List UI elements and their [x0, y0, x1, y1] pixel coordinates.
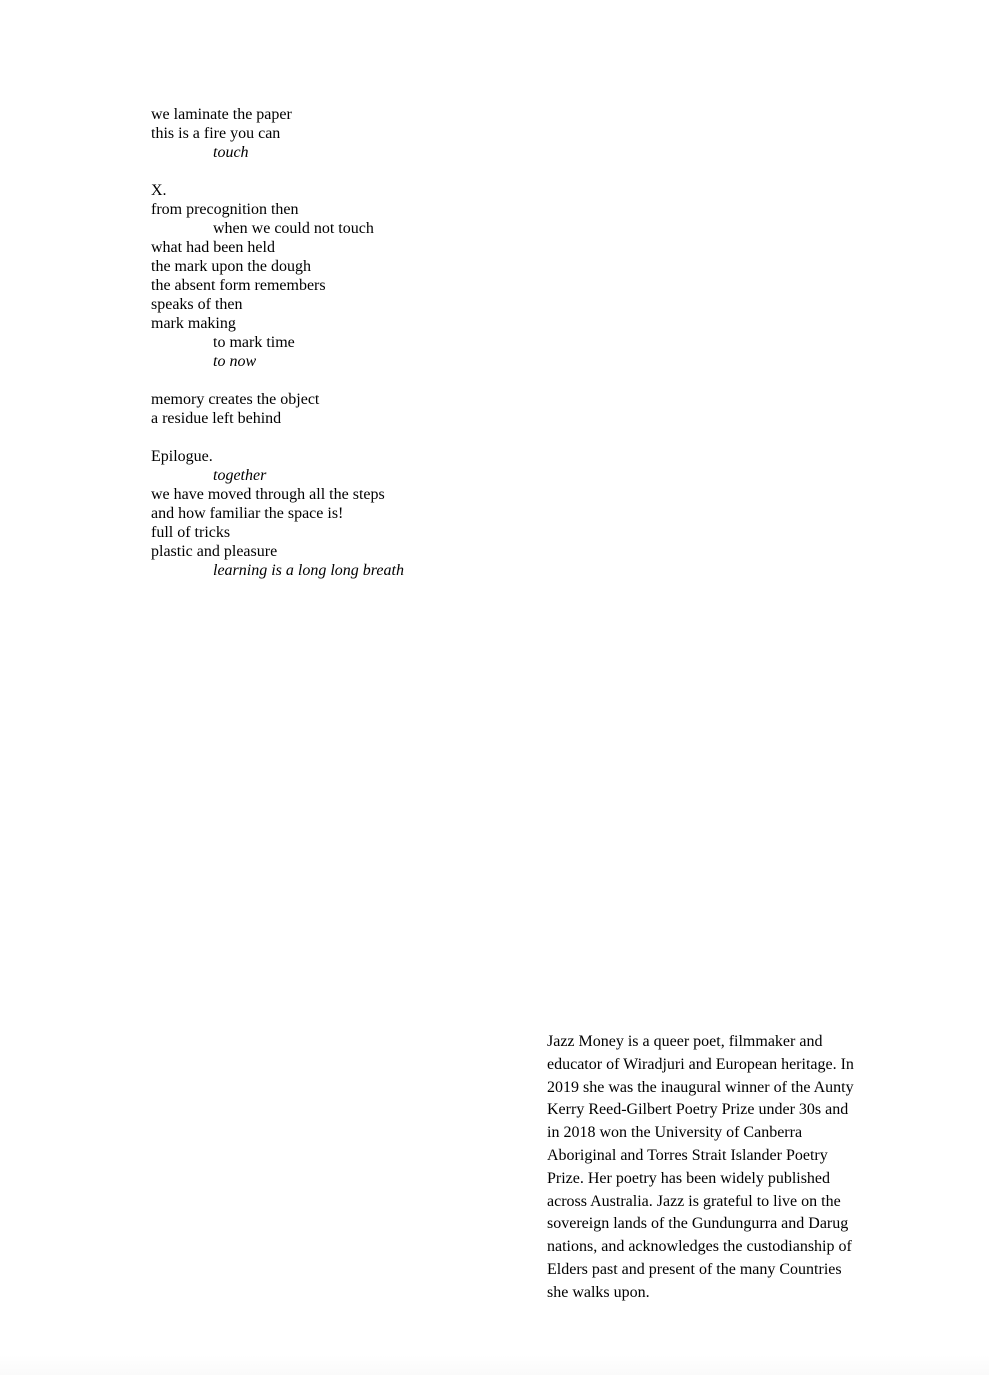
poem-line: together	[213, 467, 267, 484]
bio-line: 2019 she was the inaugural winner of the Aunty	[547, 1078, 854, 1096]
stanza-break	[151, 162, 571, 181]
poem-line: a residue left behind	[151, 410, 282, 427]
poem-line: plastic and pleasure	[151, 543, 278, 560]
bio-line: Aboriginal and Torres Strait Islander Poetry	[547, 1146, 828, 1164]
bio-line: Prize. Her poetry has been widely published	[547, 1169, 831, 1187]
bio-line: sovereign lands of the Gundungurra and Darug	[547, 1215, 849, 1233]
poem-line: memory creates the object	[151, 391, 320, 408]
poem-block	[151, 105, 571, 580]
poem-line: what had been held	[151, 239, 275, 256]
poem-line: speaks of then	[151, 296, 243, 313]
poem-line: we have moved through all the steps	[151, 486, 385, 503]
bio-line: Jazz Money is a queer poet, filmmaker and	[547, 1033, 823, 1050]
poem-line: touch	[213, 144, 249, 161]
stanza-break	[151, 371, 571, 390]
bio-line: in 2018 won the University of Canberra	[547, 1124, 803, 1142]
bio-line: across Australia. Jazz is grateful to live on the	[547, 1192, 841, 1210]
page-bottom-edge	[0, 1355, 989, 1375]
bio-line: educator of Wiradjuri and European heritage. In	[547, 1055, 854, 1073]
poem-line: Epilogue.	[151, 448, 213, 465]
poem-line: to now	[213, 353, 257, 370]
poem-line: this is a fire you can	[151, 125, 281, 142]
poem-line: to mark time	[213, 334, 295, 351]
bio-line: Kerry Reed-Gilbert Poetry Prize under 30s and	[547, 1101, 849, 1119]
author-bio	[547, 1031, 887, 1305]
poem-line: and how familiar the space is!	[151, 505, 344, 522]
poem-line: when we could not touch	[213, 220, 374, 237]
poem-line: from precognition then	[151, 201, 299, 218]
stanza-break	[151, 428, 571, 447]
poem-line: learning is a long long breath	[213, 562, 404, 579]
bio-line: Elders past and present of the many Countries	[547, 1260, 842, 1278]
poem-line: we laminate the paper	[151, 106, 292, 123]
poem-line: the absent form remembers	[151, 277, 326, 294]
bio-line: nations, and acknowledges the custodianship of	[547, 1238, 852, 1256]
poem-line: X.	[151, 182, 167, 199]
poem-line: the mark upon the dough	[151, 258, 311, 275]
poem-line: mark making	[151, 315, 236, 332]
poem-line: full of tricks	[151, 524, 231, 541]
bio-line: she walks upon.	[547, 1283, 650, 1301]
